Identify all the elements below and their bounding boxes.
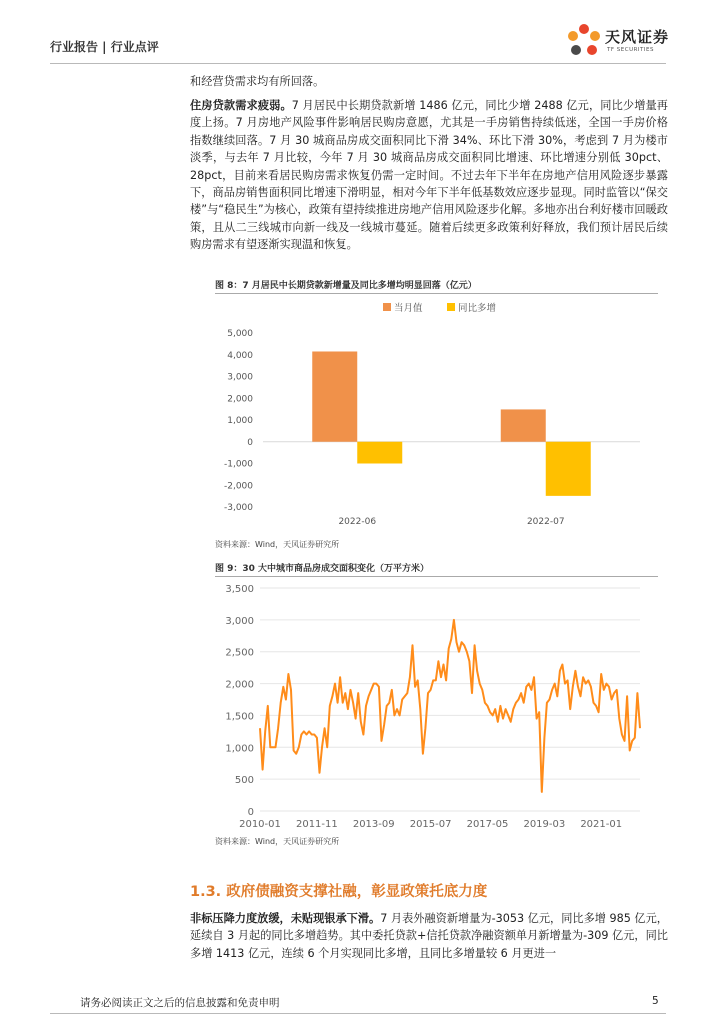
y-tick-label: 2,500 [225, 647, 254, 659]
legend-label-0: 当月值 [394, 303, 423, 314]
x-tick-label: 2019-03 [523, 819, 566, 830]
y-tick-label: 3,000 [227, 372, 253, 383]
footer-disclaimer: 请务必阅读正文之后的信息披露和免责申明 [80, 997, 280, 1009]
report-category: 行业报告 | 行业点评 [50, 40, 159, 54]
x-tick-label: 2022-07 [526, 517, 565, 527]
paragraph-intro [190, 73, 668, 90]
y-tick-label: 1,000 [227, 416, 253, 426]
y-tick-label: 2,000 [227, 394, 253, 405]
legend-label-1: 同比多增 [458, 303, 497, 314]
bar-monthly-2022-07 [501, 409, 546, 441]
paragraph-off-balance-body: 7 月表外融资新增量为-3053 亿元，同比多增 985 亿元，延续自 3 月起的同比多增趋势。其中委托贷款+信托贷款净融资额单月新增量为-309 亿元，同比多增 1413 亿元，连续 6 个月实现同比多增，且同比多增量较 6 月更进一 [190, 912, 668, 960]
figure-8-title: 图 8：7 月居民中长期贷款新增量及同比多增均明显回落（亿元） [215, 278, 658, 294]
y-tick-label: 5,000 [227, 329, 253, 339]
y-tick-label: 1,500 [225, 711, 254, 723]
y-tick-label: 0 [247, 437, 253, 448]
page-number: 5 [652, 995, 659, 1007]
bar-monthly-2022-06 [312, 351, 357, 441]
footer-divider [50, 1013, 666, 1014]
x-tick-label: 2011-11 [295, 819, 338, 830]
paragraph-housing-loans-lead: 住房贷款需求疲弱。 [190, 99, 292, 112]
y-tick-label: -2,000 [223, 481, 253, 492]
paragraph-intro-text: 和经营贷需求均有所回落。 [190, 75, 325, 88]
company-logo [565, 22, 675, 62]
x-tick-label: 2015-07 [409, 819, 452, 830]
figure-9-source: 资料来源：Wind，天风证券研究所 [215, 837, 340, 846]
bar-yoy-2022-06 [357, 442, 402, 464]
y-tick-label: 4,000 [227, 350, 253, 361]
paragraph-off-balance-lead: 非标压降力度放缓，未贴现银承下滑。 [190, 912, 381, 925]
figure-8-chart [215, 297, 655, 532]
y-tick-label: 3,000 [225, 615, 254, 627]
figure-9-chart [215, 578, 655, 833]
paragraph-housing-loans-body: 7 月居民中长期贷款新增 1486 亿元，同比少增 2488 亿元，同比少增量再度上扬。7 月房地产风险事件影响居民购房意愿，尤其是一手房销售持续低迷，全国一手房价格指数继续回落。7 月 30 城商品房成交面积同比下滑 34%、环比下滑 30%，考虑到 7 月为楼市淡季，与去年 7 月比较，今年 7 月 30 城商品房成交面积同比增速、环比增速分别低 30pct、28pct，目前来看居民购房需求恢复仍需一定时间。不过去年下半年在房地产信用风险逐步暴露下，商品房销售面积同比增速下滑明显，相对今年下半年低基数效应逐步显现。同时监管以“保交楼”与“稳民生”为核心，政策有望持续推进房地产信用风险逐步化解。多地亦出台利好楼市回暖政策，且从二三线城市向新一线及一线城市蔓延。随着后续更多政策利好释放，我们预计居民后续购房需求有望逐渐实现温和恢复。 [190, 99, 668, 252]
y-tick-label: 0 [247, 807, 254, 818]
y-tick-label: -3,000 [223, 503, 253, 513]
y-tick-label: 1,000 [225, 743, 254, 755]
bar-yoy-2022-07 [546, 442, 591, 496]
legend-swatch-0 [383, 303, 391, 311]
paragraph-off-balance [190, 910, 668, 962]
legend-swatch-1 [447, 303, 455, 311]
series-line-transaction-area [260, 620, 640, 792]
figure-9-title: 图 9：30 大中城市商品房成交面积变化（万平方米） [215, 561, 658, 577]
x-tick-label: 2017-05 [466, 819, 509, 830]
paragraph-housing-loans [190, 97, 668, 254]
x-tick-label: 2010-01 [239, 819, 281, 830]
section-heading: 1.3. 政府债融资支撑社融，彰显政策托底力度 [190, 884, 488, 900]
y-tick-label: 2,000 [225, 679, 254, 691]
y-tick-label: -1,000 [223, 459, 253, 470]
y-tick-label: 3,500 [225, 584, 254, 595]
logo-text-cn: 天风证券 [605, 28, 670, 46]
x-tick-label: 2013-09 [352, 819, 395, 830]
x-tick-label: 2021-01 [580, 819, 623, 830]
x-tick-label: 2022-06 [338, 517, 377, 527]
logo-flower-icon [565, 22, 603, 60]
header-divider [50, 63, 666, 64]
figure-8-source: 资料来源：Wind，天风证券研究所 [215, 540, 340, 549]
logo-text-en: TF SECURITIES [607, 47, 654, 53]
y-tick-label: 500 [234, 775, 254, 787]
